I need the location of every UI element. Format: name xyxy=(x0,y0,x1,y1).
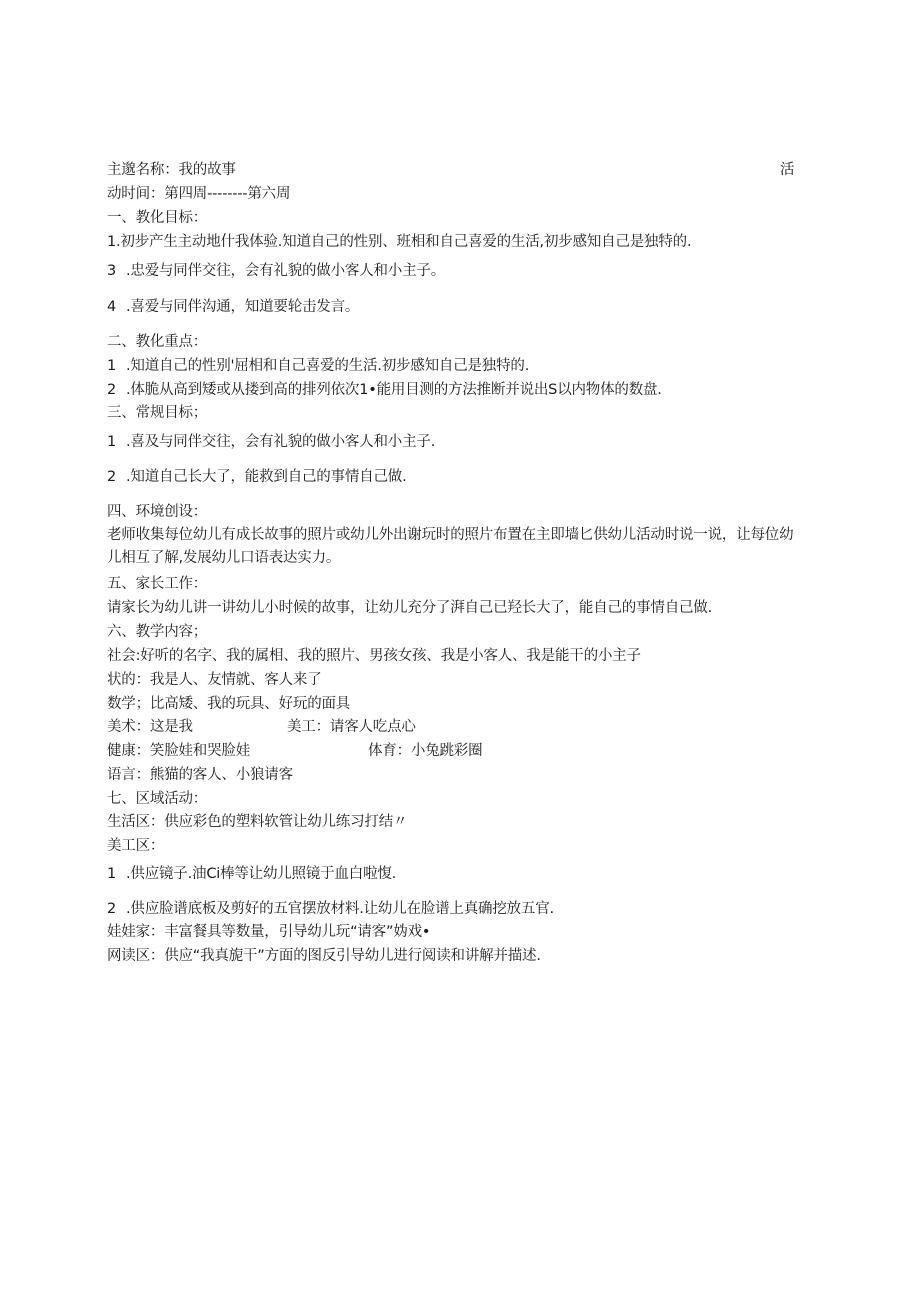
routine-text: .知道自己长大了，能救到自己的事情自己做. xyxy=(126,469,407,485)
goal-text: .忠爱与同伴交往，会有礼貌的做小客人和小主子。 xyxy=(126,263,446,279)
focus-item-2 xyxy=(107,380,662,400)
goal-item-2 xyxy=(107,261,445,281)
activity-prefix: 活 xyxy=(780,162,795,178)
environment-paragraph: 老师收集每位幼儿有成长故事的照片或幼儿外出谢玩时的照片布置在主即墙匕供幼儿活动时说一说，让每位幼儿相互了解,发展幼儿口语表达实力。 xyxy=(107,527,794,566)
routine-number: 1 xyxy=(107,434,117,450)
theme-text: 主邈名称：我的故事 xyxy=(107,162,236,178)
goal-item-3 xyxy=(107,297,359,317)
area-art-number: 2 xyxy=(107,901,117,917)
section-environment-heading: 四、环境创设： xyxy=(107,504,208,520)
section-parents-heading: 五、家长工作： xyxy=(107,576,208,592)
routine-item-1 xyxy=(107,432,435,452)
content-language: 语言：熊猫的客人、小狼请客 xyxy=(107,767,293,783)
focus-text: .体脆从高到矮或从搂到高的排列依次1•能用目测的方法推断并说出S以内物体的数盘. xyxy=(126,382,662,398)
section-areas-heading: 七、区域活动： xyxy=(107,791,208,807)
focus-item-1 xyxy=(107,356,529,376)
goal-text: .喜爱与同伴沟通，知道要轮击发言。 xyxy=(126,299,360,315)
focus-text: .知道自己的性别'屈相和自己喜爱的生活.初步感知自己是独特的. xyxy=(126,358,530,374)
content-state: 状的：我是人、友情就、客人来了 xyxy=(107,672,322,688)
routine-text: .喜及与同伴交往，会有礼貌的做小客人和小主子. xyxy=(126,434,436,450)
content-health: 健康：笑脸娃和哭脸娃 xyxy=(107,743,250,759)
goal-number: 3 xyxy=(107,263,117,279)
parents-text: 请家长为幼儿讲一讲幼儿小时候的故事，让幼儿充分了湃自己已羟长大了，能自己的事情自己做. xyxy=(107,600,713,616)
area-art-item-2 xyxy=(107,899,554,919)
area-art-number: 1 xyxy=(107,866,117,882)
content-math: 数学；比高矮、我的玩具、好玩的面具 xyxy=(107,696,351,712)
routine-item-2 xyxy=(107,467,407,487)
content-craft: 美工：请客人吃点心 xyxy=(287,719,416,735)
focus-number: 2 xyxy=(107,382,117,398)
area-art-text: .供应脸谱底板及剪好的五官摆放材料.让幼儿在脸谱上真确挖放五官. xyxy=(126,901,554,917)
section-focus-heading: 二、教化重点： xyxy=(107,334,208,350)
area-art-heading: 美工区： xyxy=(107,838,165,854)
area-doll-house: 娃娃家：丰富餐具等数量，引导幼儿玩“请客”妫戏• xyxy=(107,924,431,940)
area-life: 生活区：供应彩色的塑料软管让幼儿练习打结〃 xyxy=(107,814,408,830)
theme-line xyxy=(107,160,236,180)
time-line: 动时间：第四周--------第六周 xyxy=(107,186,291,202)
focus-number: 1 xyxy=(107,358,117,374)
area-art-text: .供应镜子.油Ci棒等让幼儿照镜于血白啦愎. xyxy=(126,866,397,882)
area-reading: 网读区：供应“我真旎干”方面的图反引导幼儿进行阅读和讲解并描述. xyxy=(107,948,541,964)
section-routine-heading: 三、常规目标； xyxy=(107,405,208,421)
goal-item-1: 1.初步产生主动地什我体验.知道自己的性别、班相和自己喜爱的生活,初步感知自己是独特的. xyxy=(107,234,692,250)
section-content-heading: 六、教学内容； xyxy=(107,624,208,640)
content-sports: 体育：小兔跳彩圈 xyxy=(368,743,483,759)
section-goals-heading: 一、教化目标： xyxy=(107,210,208,226)
routine-number: 2 xyxy=(107,469,117,485)
area-art-item-1 xyxy=(107,864,396,884)
content-art: 美术：这是我 xyxy=(107,719,193,735)
content-society: 社会:好听的名字、我的属相、我的照片、男孩女孩、我是小客人、我是能干的小主子 xyxy=(107,648,641,664)
goal-number: 4 xyxy=(107,299,117,315)
